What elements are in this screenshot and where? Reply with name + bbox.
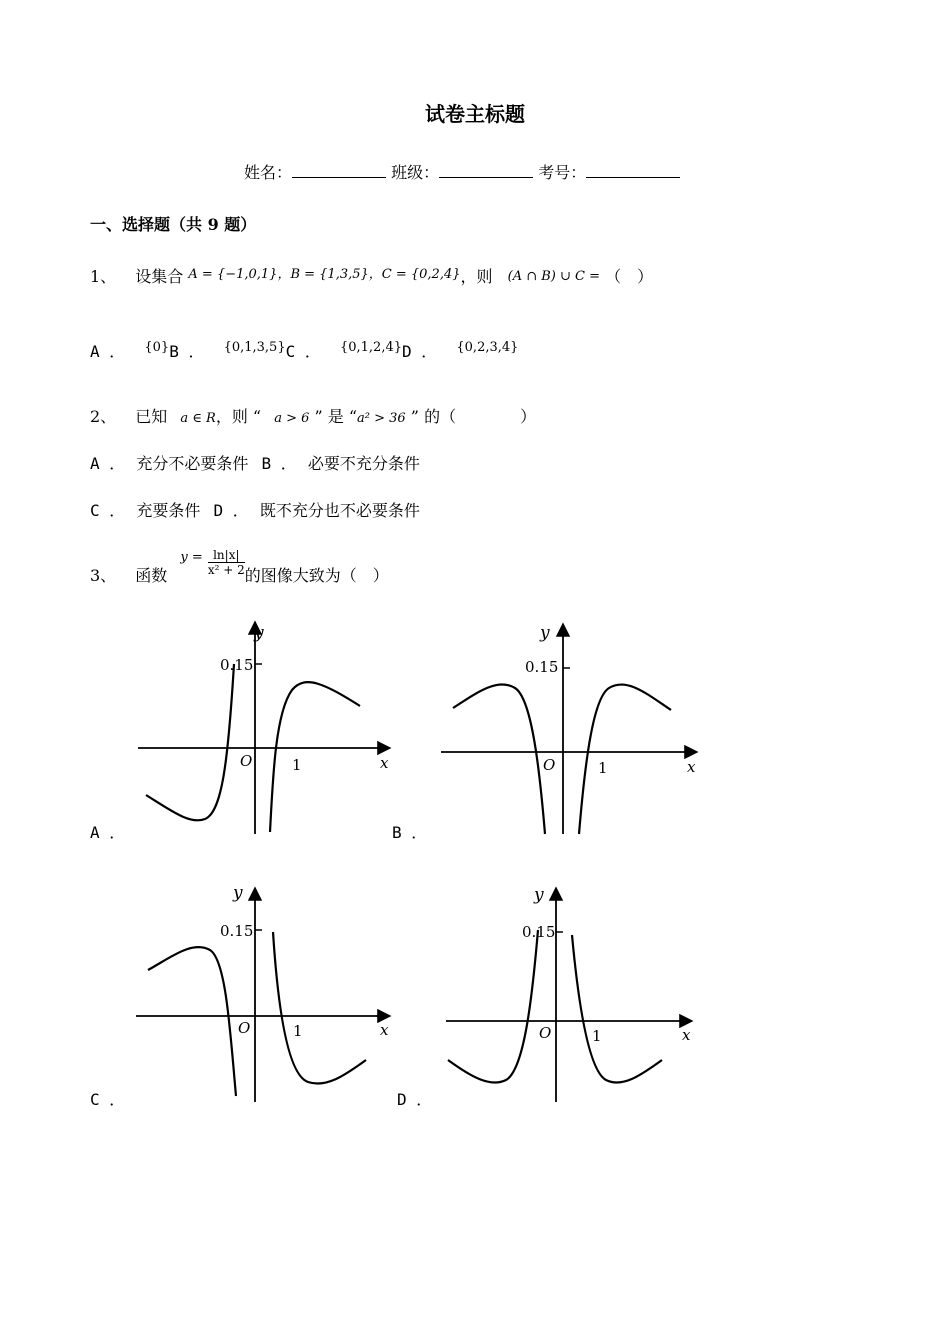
graph-b[interactable] [435, 612, 705, 842]
origin-label: O [539, 1024, 552, 1042]
y-axis-label: y [233, 883, 243, 903]
question-text: 设集合 [135, 267, 184, 286]
math-condition: a ∈ R [180, 411, 216, 426]
question-2-options-row1 [90, 451, 420, 474]
question-text: 的图像大致为（ ） [244, 566, 389, 585]
origin-label: O [240, 752, 253, 770]
fraction-denominator: x² + 2 [207, 563, 245, 577]
y-tick-label: 0.15 [220, 656, 254, 674]
question-text: 已知 [135, 407, 168, 426]
question-text: ，则 “ [215, 407, 262, 426]
curve-right [572, 935, 662, 1083]
curve-left [148, 947, 236, 1096]
section-title: 一、选择题（共 9 题） [90, 215, 257, 234]
graph-option-b-label[interactable]: B ． [392, 823, 428, 842]
option-label[interactable]: A ． [90, 454, 126, 473]
curve-left [453, 684, 545, 834]
math-sets: A = {−1,0,1}，B = {1,3,5}，C = {0,2,4} [188, 267, 461, 282]
question-text: ） [520, 407, 537, 426]
question-1 [90, 263, 653, 287]
option-label[interactable]: A ． [90, 342, 126, 361]
x-axis-label: x [380, 754, 389, 772]
x-axis-label: x [687, 758, 696, 776]
question-text: ” 的（ [410, 407, 457, 426]
option-value: 充要条件 [136, 501, 201, 520]
name-blank[interactable] [292, 163, 386, 178]
y-axis-label: y [254, 623, 264, 643]
class-label: 班级： [391, 163, 440, 182]
id-blank[interactable] [586, 163, 680, 178]
curve-right [273, 932, 366, 1084]
y-axis-label: y [540, 623, 550, 643]
graph-a[interactable] [130, 612, 400, 842]
y-tick-label: 0.15 [525, 658, 559, 676]
class-blank[interactable] [439, 163, 533, 178]
origin-label: O [238, 1019, 251, 1037]
x-tick-label: 1 [293, 1022, 303, 1040]
page-title: 试卷主标题 [425, 102, 525, 126]
option-label[interactable]: C ． [285, 342, 321, 361]
x-tick-label: 1 [598, 759, 608, 777]
option-label[interactable]: C ． [90, 501, 126, 520]
graph-option-c-label[interactable]: C ． [90, 1090, 126, 1109]
math-q: a² > 36 [357, 411, 406, 426]
x-tick-label: 1 [292, 756, 302, 774]
graph-option-d-label[interactable]: D ． [397, 1090, 433, 1109]
y-tick-label: 0.15 [220, 922, 254, 940]
option-value: 必要不充分条件 [307, 454, 420, 473]
option-value: {0,1,3,5} [223, 340, 286, 355]
curve-right [579, 684, 671, 834]
fraction-numerator: ln|x| [208, 548, 245, 563]
y-axis-label: y [534, 885, 544, 905]
curve-left [146, 664, 234, 820]
question-2 [90, 404, 536, 427]
math-y: y = [180, 550, 203, 565]
x-axis-label: x [380, 1021, 389, 1039]
option-value: {0,2,3,4} [456, 340, 519, 355]
math-fraction [208, 548, 245, 577]
answer-paren: （ ） [605, 267, 654, 286]
question-3 [90, 548, 389, 586]
option-value: {0} [144, 340, 170, 355]
question-text: ” 是 “ [314, 407, 358, 426]
option-value: {0,1,2,4} [339, 340, 403, 355]
student-info-line [244, 160, 680, 183]
curve-right [270, 682, 360, 832]
option-label[interactable]: D ． [402, 342, 438, 361]
question-1-options [90, 339, 518, 362]
question-number: 1、 [90, 267, 117, 286]
y-tick-label: 0.15 [522, 923, 556, 941]
graph-c[interactable] [130, 880, 400, 1110]
math-p: a > 6 [274, 411, 310, 426]
question-text: 函数 [135, 566, 168, 585]
option-label[interactable]: B ． [261, 454, 297, 473]
curve-left [448, 930, 538, 1083]
name-label: 姓名： [244, 163, 293, 182]
question-number: 3、 [90, 566, 117, 585]
option-label[interactable]: B ． [169, 342, 205, 361]
id-label: 考号： [538, 163, 587, 182]
question-text: ，则 [460, 267, 493, 286]
question-2-options-row2 [90, 498, 420, 521]
math-expression: (A ∩ B) ∪ C = [507, 269, 600, 284]
option-value: 充分不必要条件 [136, 454, 249, 473]
graph-option-a-label[interactable]: A ． [90, 823, 126, 842]
option-label[interactable]: D ． [213, 501, 249, 520]
graph-d[interactable] [440, 880, 710, 1110]
x-tick-label: 1 [592, 1027, 602, 1045]
option-value: 既不充分也不必要条件 [259, 501, 420, 520]
origin-label: O [543, 756, 556, 774]
x-axis-label: x [682, 1026, 691, 1044]
question-number: 2、 [90, 407, 117, 426]
